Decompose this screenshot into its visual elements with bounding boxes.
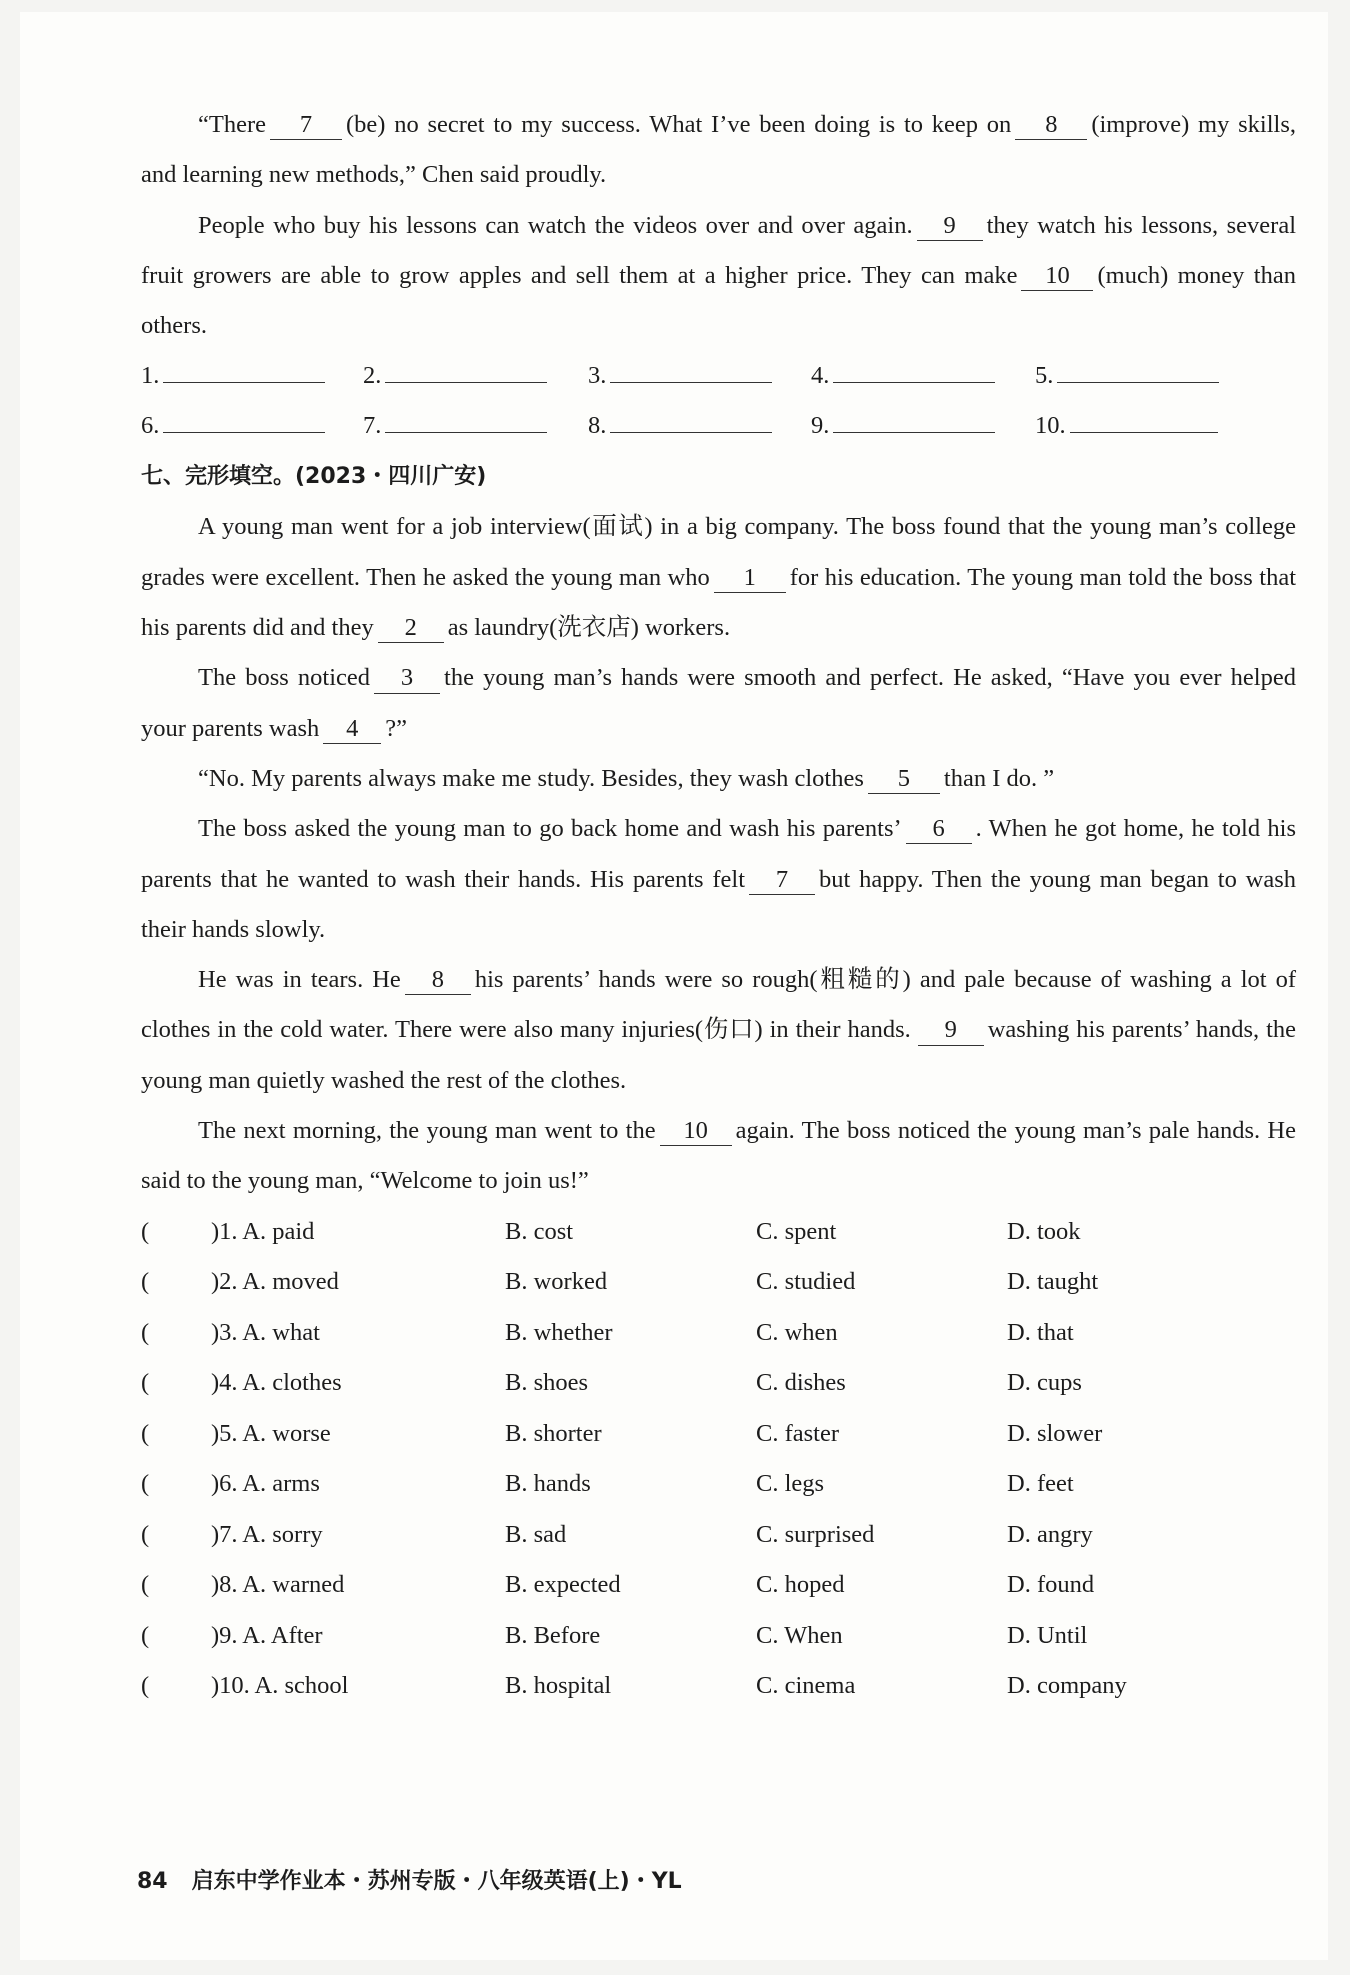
answer-line[interactable]: 5. bbox=[1035, 351, 1219, 401]
option-d[interactable]: D. Until bbox=[1007, 1621, 1088, 1649]
book-title: 启东中学作业本・苏州专版・八年级英语(上)・YL bbox=[191, 1869, 682, 1894]
answer-line[interactable]: 8. bbox=[588, 401, 772, 451]
blank[interactable]: 10 bbox=[1021, 262, 1093, 291]
option-d[interactable]: D. angry bbox=[1007, 1520, 1093, 1548]
answer-paren[interactable]: ( bbox=[141, 1318, 150, 1346]
option-row bbox=[141, 1257, 1296, 1308]
answer-paren[interactable]: ( bbox=[141, 1470, 150, 1498]
answer-line[interactable]: 6. bbox=[141, 401, 325, 451]
blank[interactable]: 6 bbox=[906, 815, 972, 844]
content bbox=[141, 100, 1296, 1712]
text: The next morning, the young man went to the bbox=[198, 1117, 656, 1145]
blank[interactable]: 8 bbox=[1015, 111, 1087, 140]
option-c[interactable]: C. when bbox=[756, 1318, 838, 1346]
answer-line[interactable]: 2. bbox=[363, 351, 547, 401]
option-a[interactable]: )8. A. warned bbox=[211, 1571, 345, 1599]
option-c[interactable]: C. hoped bbox=[756, 1571, 845, 1599]
answer-line[interactable]: 10. bbox=[1035, 401, 1218, 451]
text: The boss noticed bbox=[198, 664, 371, 692]
option-b[interactable]: B. expected bbox=[505, 1571, 621, 1599]
paragraph bbox=[141, 653, 1296, 754]
option-d[interactable]: D. company bbox=[1007, 1672, 1127, 1700]
blank[interactable]: 7 bbox=[270, 111, 342, 140]
option-a[interactable]: )7. A. sorry bbox=[211, 1520, 323, 1548]
option-a[interactable]: )4. A. clothes bbox=[211, 1369, 342, 1397]
blank[interactable]: 5 bbox=[868, 765, 940, 794]
option-row bbox=[141, 1510, 1296, 1561]
option-d[interactable]: D. found bbox=[1007, 1571, 1095, 1599]
option-row bbox=[141, 1358, 1296, 1409]
text: (improve) my skills, and learning new methods,” Chen said proudly. bbox=[141, 111, 1296, 189]
blank[interactable]: 10 bbox=[660, 1117, 732, 1146]
option-a[interactable]: )9. A. After bbox=[211, 1621, 323, 1649]
option-d[interactable]: D. taught bbox=[1007, 1268, 1099, 1296]
option-c[interactable]: C. surprised bbox=[756, 1520, 875, 1548]
options-list bbox=[141, 1207, 1296, 1712]
blank[interactable]: 2 bbox=[378, 614, 444, 643]
option-a[interactable]: )5. A. worse bbox=[211, 1419, 331, 1447]
option-row bbox=[141, 1459, 1296, 1510]
text: “No. My parents always make me study. Besides, they wash clothes bbox=[198, 764, 864, 792]
text: they watch his lessons, several fruit growers are able to grow apples and sell them at a higher price. They can make bbox=[141, 211, 1297, 289]
text: (much) money than others. bbox=[141, 261, 1296, 340]
text: than I do. ” bbox=[943, 764, 1055, 792]
text: for his education. The young man told the boss that his parents did and they bbox=[141, 563, 1296, 642]
option-a[interactable]: )3. A. what bbox=[211, 1318, 320, 1346]
option-b[interactable]: B. cost bbox=[505, 1217, 574, 1245]
text: A young man went for a job interview(面试) in a big company. The boss found that the young man’s college grades were excellent. Then he asked the young man who bbox=[141, 513, 1296, 591]
option-d[interactable]: D. cups bbox=[1007, 1369, 1082, 1397]
blank[interactable]: 9 bbox=[917, 212, 983, 241]
option-a[interactable]: )2. A. moved bbox=[211, 1268, 339, 1296]
answer-paren[interactable]: ( bbox=[141, 1268, 150, 1296]
option-b[interactable]: B. sad bbox=[505, 1520, 567, 1548]
text: The boss asked the young man to go back home and wash his parents’ bbox=[198, 815, 902, 843]
text: the young man’s hands were smooth and perfect. He asked, “Have you ever helped your parents wash bbox=[141, 664, 1296, 742]
paragraph bbox=[141, 955, 1296, 1106]
paragraph bbox=[141, 804, 1296, 955]
text: washing his parents’ hands, the young man quietly washed the rest of the clothes. bbox=[141, 1016, 1297, 1094]
option-b[interactable]: B. hospital bbox=[505, 1672, 612, 1700]
page-footer bbox=[137, 1864, 682, 1895]
paragraph bbox=[141, 502, 1296, 653]
answer-line[interactable]: 4. bbox=[811, 351, 995, 401]
option-c[interactable]: C. cinema bbox=[756, 1672, 856, 1700]
option-d[interactable]: D. that bbox=[1007, 1318, 1074, 1346]
text: . When he got home, he told his parents that he wanted to wash their hands. His parents felt bbox=[141, 815, 1297, 893]
option-row bbox=[141, 1661, 1296, 1712]
blank[interactable]: 1 bbox=[714, 564, 786, 593]
answer-paren[interactable]: ( bbox=[141, 1419, 150, 1447]
option-a[interactable]: )1. A. paid bbox=[211, 1217, 315, 1245]
answer-paren[interactable]: ( bbox=[141, 1520, 150, 1548]
blank[interactable]: 9 bbox=[918, 1016, 984, 1045]
answer-paren[interactable]: ( bbox=[141, 1571, 150, 1599]
page-number: 84 bbox=[137, 1869, 168, 1894]
text: He was in tears. He bbox=[198, 966, 401, 994]
option-d[interactable]: D. slower bbox=[1007, 1419, 1103, 1447]
answer-paren[interactable]: ( bbox=[141, 1621, 150, 1649]
text: “There bbox=[198, 111, 266, 138]
answer-line[interactable]: 1. bbox=[141, 351, 325, 401]
answer-paren[interactable]: ( bbox=[141, 1672, 150, 1700]
answer-line[interactable]: 9. bbox=[811, 401, 995, 451]
answer-paren[interactable]: ( bbox=[141, 1369, 150, 1397]
option-b[interactable]: B. shoes bbox=[505, 1369, 589, 1397]
option-c[interactable]: C. spent bbox=[756, 1217, 837, 1245]
option-d[interactable]: D. took bbox=[1007, 1217, 1081, 1245]
answer-row bbox=[141, 351, 1296, 401]
option-c[interactable]: C. legs bbox=[756, 1470, 825, 1498]
option-c[interactable]: C. When bbox=[756, 1621, 843, 1649]
page bbox=[20, 12, 1328, 1960]
answer-lines bbox=[141, 351, 1296, 452]
blank[interactable]: 8 bbox=[405, 966, 471, 995]
option-b[interactable]: B. worked bbox=[505, 1268, 608, 1296]
answer-line[interactable]: 3. bbox=[588, 351, 772, 401]
option-a[interactable]: )6. A. arms bbox=[211, 1470, 320, 1498]
text: but happy. Then the young man began to wash their hands slowly. bbox=[141, 865, 1296, 943]
option-row bbox=[141, 1207, 1296, 1258]
option-b[interactable]: B. hands bbox=[505, 1470, 591, 1498]
paragraph bbox=[141, 754, 1296, 804]
option-c[interactable]: C. dishes bbox=[756, 1369, 846, 1397]
paragraph bbox=[141, 100, 1296, 201]
option-row bbox=[141, 1560, 1296, 1611]
option-b[interactable]: B. Before bbox=[505, 1621, 601, 1649]
option-c[interactable]: C. studied bbox=[756, 1268, 856, 1296]
option-b[interactable]: B. shorter bbox=[505, 1419, 602, 1447]
text: ?” bbox=[385, 714, 408, 742]
text: People who buy his lessons can watch the videos over and over again. bbox=[198, 211, 913, 239]
option-c[interactable]: C. faster bbox=[756, 1419, 839, 1447]
option-b[interactable]: B. whether bbox=[505, 1318, 613, 1346]
option-d[interactable]: D. feet bbox=[1007, 1470, 1074, 1498]
option-row bbox=[141, 1308, 1296, 1359]
answer-paren[interactable]: ( bbox=[141, 1217, 150, 1245]
section-title: 七、完形填空。(2023・四川广安) bbox=[141, 464, 487, 490]
answer-row bbox=[141, 401, 1296, 451]
text: his parents’ hands were so rough(粗糙的) and pale because of washing a lot of clothes in the cold water. There were also many injuries(伤口) in their hands. bbox=[141, 966, 1297, 1044]
option-row bbox=[141, 1611, 1296, 1662]
text: as laundry(洗衣店) workers. bbox=[447, 614, 731, 642]
blank[interactable]: 3 bbox=[374, 664, 440, 693]
option-row bbox=[141, 1409, 1296, 1460]
option-a[interactable]: )10. A. school bbox=[211, 1672, 349, 1700]
text: (be) no secret to my success. What I’ve been doing is to keep on bbox=[346, 111, 1012, 138]
text: again. The boss noticed the young man’s pale hands. He said to the young man, “Welcome to join us!” bbox=[141, 1117, 1296, 1195]
paragraph bbox=[141, 1106, 1296, 1207]
paragraph bbox=[141, 201, 1296, 352]
blank[interactable]: 7 bbox=[749, 866, 815, 895]
blank[interactable]: 4 bbox=[323, 715, 381, 744]
answer-line[interactable]: 7. bbox=[363, 401, 547, 451]
